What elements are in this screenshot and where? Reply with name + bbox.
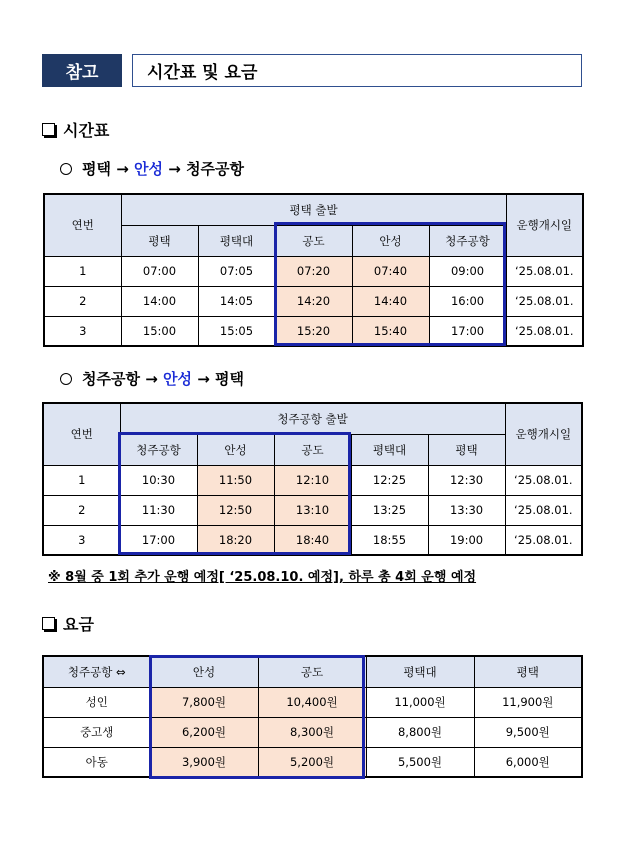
row-no: 2 xyxy=(43,495,120,525)
time-cell: 13:10 xyxy=(274,495,351,525)
route-2-heading xyxy=(60,368,244,389)
time-cell: 13:25 xyxy=(351,495,428,525)
time-cell: 18:55 xyxy=(351,525,428,555)
route-2-destination: 평택 xyxy=(215,370,245,388)
fare-row-label: 중고생 xyxy=(43,717,150,747)
time-cell: 07:00 xyxy=(121,256,198,286)
fare-cell: 5,500원 xyxy=(366,747,474,777)
col-header-no: 연번 xyxy=(43,403,120,465)
col-header-stop: 평택 xyxy=(428,434,505,465)
route-2-origin: 청주공항 xyxy=(82,370,140,388)
circle-bullet-icon xyxy=(60,373,72,385)
table-row xyxy=(43,465,582,495)
arrow-icon: → xyxy=(145,369,158,388)
time-cell: 15:00 xyxy=(121,316,198,346)
time-cell: 17:00 xyxy=(120,525,197,555)
col-header-stop: 공도 xyxy=(274,434,351,465)
row-no: 3 xyxy=(43,525,120,555)
time-cell: 14:40 xyxy=(352,286,429,316)
time-cell: 15:40 xyxy=(352,316,429,346)
col-header-no: 연번 xyxy=(44,194,121,256)
arrow-icon: → xyxy=(197,369,210,388)
col-header-stop: 평택 xyxy=(121,225,198,256)
arrow-icon: → xyxy=(168,159,181,178)
route-1-origin: 평택 xyxy=(82,160,111,178)
col-header-stop: 평택대 xyxy=(351,434,428,465)
timetable-1 xyxy=(43,193,584,347)
fare-cell: 9,500원 xyxy=(474,717,582,747)
fares-section-heading xyxy=(42,612,94,635)
col-header-stop: 안성 xyxy=(197,434,274,465)
fare-cell: 8,800원 xyxy=(366,717,474,747)
fare-cell: 8,300원 xyxy=(258,717,366,747)
fare-cell: 6,000원 xyxy=(474,747,582,777)
route-1-heading xyxy=(60,158,244,179)
start-date-cell: ‘25.08.01. xyxy=(505,525,582,555)
time-cell: 12:10 xyxy=(274,465,351,495)
fare-row-label: 아동 xyxy=(43,747,150,777)
start-date-cell: ‘25.08.01. xyxy=(506,256,583,286)
time-cell: 19:00 xyxy=(428,525,505,555)
start-date-cell: ‘25.08.01. xyxy=(506,286,583,316)
timetable-section-heading xyxy=(42,118,109,141)
fare-cell: 3,900원 xyxy=(150,747,258,777)
time-cell: 07:05 xyxy=(198,256,275,286)
start-date-cell: ‘25.08.01. xyxy=(505,465,582,495)
time-cell: 07:20 xyxy=(275,256,352,286)
time-cell: 15:20 xyxy=(275,316,352,346)
fare-cell: 10,400원 xyxy=(258,687,366,717)
table-row xyxy=(43,495,582,525)
time-cell: 14:20 xyxy=(275,286,352,316)
checkbox-bullet-icon xyxy=(42,617,55,630)
time-cell: 12:30 xyxy=(428,465,505,495)
time-cell: 17:00 xyxy=(429,316,506,346)
fare-col-header: 안성 xyxy=(150,656,258,687)
time-cell: 09:00 xyxy=(429,256,506,286)
time-cell: 16:00 xyxy=(429,286,506,316)
table-row xyxy=(43,717,582,747)
fare-col-header: 평택 xyxy=(474,656,582,687)
arrow-icon: → xyxy=(116,159,129,178)
time-cell: 11:50 xyxy=(197,465,274,495)
col-header-stop: 청주공항 xyxy=(429,225,506,256)
route-1-via: 안성 xyxy=(134,160,164,178)
time-cell: 15:05 xyxy=(198,316,275,346)
time-cell: 14:05 xyxy=(198,286,275,316)
table-row xyxy=(44,316,583,346)
fare-cell: 6,200원 xyxy=(150,717,258,747)
table-row xyxy=(43,747,582,777)
row-no: 1 xyxy=(44,256,121,286)
timetable-2 xyxy=(42,402,583,556)
reference-tag: 참고 xyxy=(42,54,122,87)
fare-cell: 11,900원 xyxy=(474,687,582,717)
start-date-cell: ‘25.08.01. xyxy=(505,495,582,525)
time-cell: 18:40 xyxy=(274,525,351,555)
page-title: 시간표 및 요금 xyxy=(132,54,582,87)
start-date-cell: ‘25.08.01. xyxy=(506,316,583,346)
time-cell: 12:50 xyxy=(197,495,274,525)
col-header-stop: 안성 xyxy=(352,225,429,256)
time-cell: 11:30 xyxy=(120,495,197,525)
col-header-start-date: 운행개시일 xyxy=(505,403,582,465)
timetable-section-title: 시간표 xyxy=(63,121,110,140)
row-no: 3 xyxy=(44,316,121,346)
fare-corner-header: 청주공항 ⇔ xyxy=(43,656,150,687)
time-cell: 10:30 xyxy=(120,465,197,495)
schedule-note: ※ 8월 중 1회 추가 운행 예정[ ‘25.08.10. 예정], 하루 총 4회 운행 예정 xyxy=(48,570,477,585)
fares-section-title: 요금 xyxy=(63,615,94,634)
time-cell: 07:40 xyxy=(352,256,429,286)
table-row xyxy=(43,525,582,555)
table-row xyxy=(44,286,583,316)
route-1-destination: 청주공항 xyxy=(186,160,245,178)
table-row xyxy=(44,256,583,286)
time-cell: 14:00 xyxy=(121,286,198,316)
fare-col-header: 공도 xyxy=(258,656,366,687)
time-cell: 12:25 xyxy=(351,465,428,495)
col-header-start-date: 운행개시일 xyxy=(506,194,583,256)
col-group-header: 평택 출발 xyxy=(121,194,506,225)
table-row xyxy=(43,687,582,717)
time-cell: 18:20 xyxy=(197,525,274,555)
col-header-stop: 공도 xyxy=(275,225,352,256)
fare-row-label: 성인 xyxy=(43,687,150,717)
circle-bullet-icon xyxy=(60,163,72,175)
time-cell: 13:30 xyxy=(428,495,505,525)
fare-cell: 7,800원 xyxy=(150,687,258,717)
fare-cell: 11,000원 xyxy=(366,687,474,717)
checkbox-bullet-icon xyxy=(42,123,55,136)
row-no: 2 xyxy=(44,286,121,316)
col-header-stop: 평택대 xyxy=(198,225,275,256)
row-no: 1 xyxy=(43,465,120,495)
fare-col-header: 평택대 xyxy=(366,656,474,687)
col-group-header: 청주공항 출발 xyxy=(120,403,505,434)
route-2-via: 안성 xyxy=(163,370,192,388)
col-header-stop: 청주공항 xyxy=(120,434,197,465)
fare-cell: 5,200원 xyxy=(258,747,366,777)
fare-table xyxy=(42,655,583,778)
